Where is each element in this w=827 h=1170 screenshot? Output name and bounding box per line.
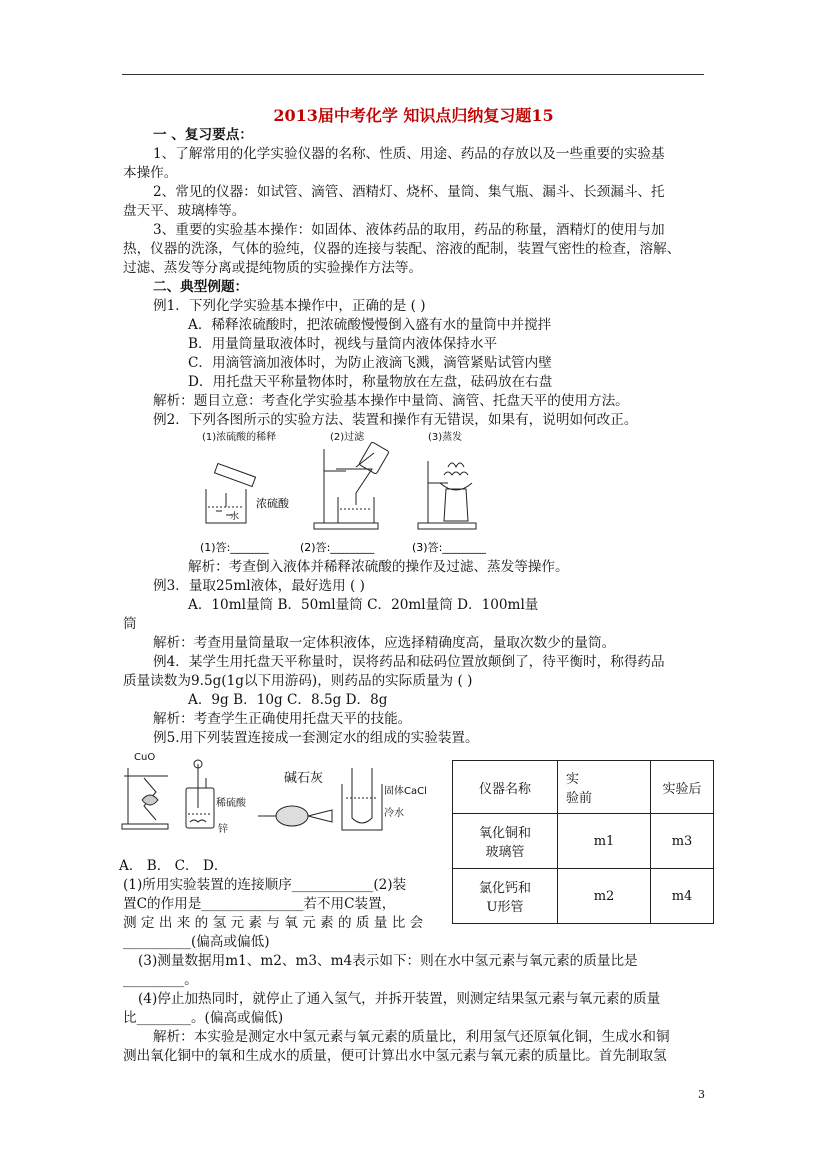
apparatus-b [186, 760, 214, 828]
question-5-1: (1)所用实验装置的连接顺序____________(2)装 [123, 877, 407, 893]
text-line: 1、了解常用的化学实验仪器的名称、性质、用途、药品的存放以及一些重要的实验基 [153, 146, 665, 162]
table-cell: m1 [558, 814, 651, 869]
fig-label-filtration: (2)过滤 [330, 432, 365, 443]
apparatus-letters: A． B． C． D． [119, 858, 228, 874]
evaporation-apparatus [418, 461, 476, 529]
table-cell: 氯化钙和 U形管 [453, 869, 558, 924]
label-zinc: 锌 [218, 824, 228, 835]
question-5-3-cont: _________。 [123, 972, 198, 988]
option-1b: B．用量筒量取液体时，视线与量筒内液体保持水平 [188, 336, 498, 352]
section-heading-examples: 二、典型例题： [153, 279, 249, 295]
text-line: 筒 [123, 616, 137, 632]
question-5-2-cont: 测 定 出 来 的 氢 元 素 与 氧 元 素 的 质 量 比 会 [123, 915, 424, 931]
table-cell: m4 [651, 869, 714, 924]
apparatus-a [122, 768, 168, 829]
label-cacl2: 固体CaCl [384, 786, 427, 797]
table-header-row [453, 761, 714, 814]
instrument-table [452, 760, 714, 924]
question-2: 例2．下列各图所示的实验方法、装置和操作有无错误，如果有，说明如何改正。 [153, 412, 638, 428]
header-rule [122, 74, 704, 75]
analysis-5: 解析：本实验是测定水中氢元素与氧元素的质量比，利用氢气还原氧化铜，生成水和铜 [153, 1029, 670, 1045]
question-4-cont: 质量读数为9.5g(1g以下用游码)，则药品的实际质量为 ( ) [123, 673, 473, 689]
option-1d: D．用托盘天平称量物体时，称量物放在左盘，砝码放在右盘 [188, 374, 553, 390]
question-5-2-end: __________(偏高或偏低) [123, 934, 270, 950]
answer-2: (2)答:________ [300, 541, 375, 554]
fig-label-dilution: (1)浓硫酸的稀释 [202, 432, 277, 443]
question-4: 例4．某学生用托盘天平称量时，误将药品和砝码位置放颠倒了，待平衡时，称得药品 [153, 654, 665, 670]
page-title: 2013届中考化学 知识点归纳复习题15 [273, 106, 554, 125]
page-number: 3 [698, 1088, 705, 1101]
question-5-2: 置C的作用是_______________若不用C装置， [123, 896, 396, 912]
example5-apparatus [120, 748, 446, 840]
answer-1: (1)答:_______ [200, 541, 269, 554]
options-4: A．9g B．10g C．8.5g D．8g [188, 692, 388, 708]
filtration-apparatus [314, 442, 389, 529]
analysis-1: 解析：题目立意：考查化学实验基本操作中量筒、滴管、托盘天平的使用方法。 [153, 393, 629, 409]
option-1c: C．用滴管滴加液体时，为防止液滴飞溅，滴管紧贴试管内壁 [188, 355, 552, 371]
text-line: 2、常见的仪器：如试管、滴管、酒精灯、烧杯、量筒、集气瓶、漏斗、长颈漏斗、托 [153, 184, 665, 200]
table-header: 实 验前 [558, 761, 651, 814]
table-cell: 氧化铜和 玻璃管 [453, 814, 558, 869]
analysis-3: 解析：考查用量筒量取一定体积液体，应选择精确度高，量取次数少的量筒。 [153, 635, 616, 651]
label-water: 水 [230, 512, 240, 522]
apparatus-d [342, 768, 382, 830]
table-cell: m2 [558, 869, 651, 924]
option-1a: A．稀释浓硫酸时，把浓硫酸慢慢倒入盛有水的量筒中并搅拌 [188, 317, 552, 333]
question-5-3: (3)测量数据用m1、m2、m3、m4表示如下：则在水中氢元素与氧元素的质量比是 [138, 953, 638, 969]
table-header: 实验后 [651, 761, 714, 814]
table-cell: m3 [651, 814, 714, 869]
table-row [453, 814, 714, 869]
label-soda-lime: 碱石灰 [284, 771, 324, 786]
apparatus-c [258, 806, 332, 826]
fig-label-evaporation: (3)蒸发 [428, 432, 463, 443]
question-1: 例1．下列化学实验基本操作中，正确的是 ( ) [153, 298, 426, 314]
label-cuo: CuO [134, 752, 156, 763]
section-heading-review: 一 、复习要点： [153, 127, 253, 143]
analysis-5-cont: 测出氧化铜中的氧和生成水的质量，便可计算出水中氢元素与氧元素的质量比。首先制取氢 [123, 1048, 667, 1064]
label-dilute-acid: 稀硫酸 [216, 798, 246, 809]
question-5: 例5.用下列装置连接成一套测定水的组成的实验装置。 [153, 730, 479, 746]
analysis-4: 解析：考查学生正确使用托盘天平的技能。 [153, 711, 412, 727]
question-5-4-cont: 比________。(偏高或偏低) [123, 1010, 284, 1026]
analysis-2: 解析：考查倒入液体并稀释浓硫酸的操作及过滤、蒸发等操作。 [188, 559, 569, 575]
answer-3: (3)答:________ [412, 541, 486, 554]
label-cold-water: 冷水 [384, 808, 404, 819]
question-5-4: (4)停止加热同时，就停止了通入氢气，并拆开装置，则测定结果氢元素与氧元素的质量 [138, 991, 661, 1007]
example2-figures [196, 427, 486, 557]
text-line: 过滤、蒸发等分离或提纯物质的实验操作方法等。 [123, 260, 423, 276]
table-header: 仪器名称 [453, 761, 558, 814]
label-conc-sulfuric: 浓硫酸 [256, 497, 289, 510]
table-row [453, 869, 714, 924]
options-3: A．10ml量筒 B．50ml量筒 C．20ml量筒 D．100ml量 [188, 597, 539, 613]
question-3: 例3．量取25ml液体，最好选用 ( ) [153, 578, 365, 594]
text-line: 热，仪器的洗涤，气体的验纯，仪器的连接与装配、溶液的配制，装置气密性的检查，溶解、 [123, 241, 681, 257]
text-line: 盘天平、玻璃棒等。 [123, 203, 246, 219]
text-line: 本操作。 [123, 165, 178, 181]
text-line: 3、重要的实验基本操作：如固体、液体药品的取用，药品的称量，酒精灯的使用与加 [153, 222, 665, 238]
